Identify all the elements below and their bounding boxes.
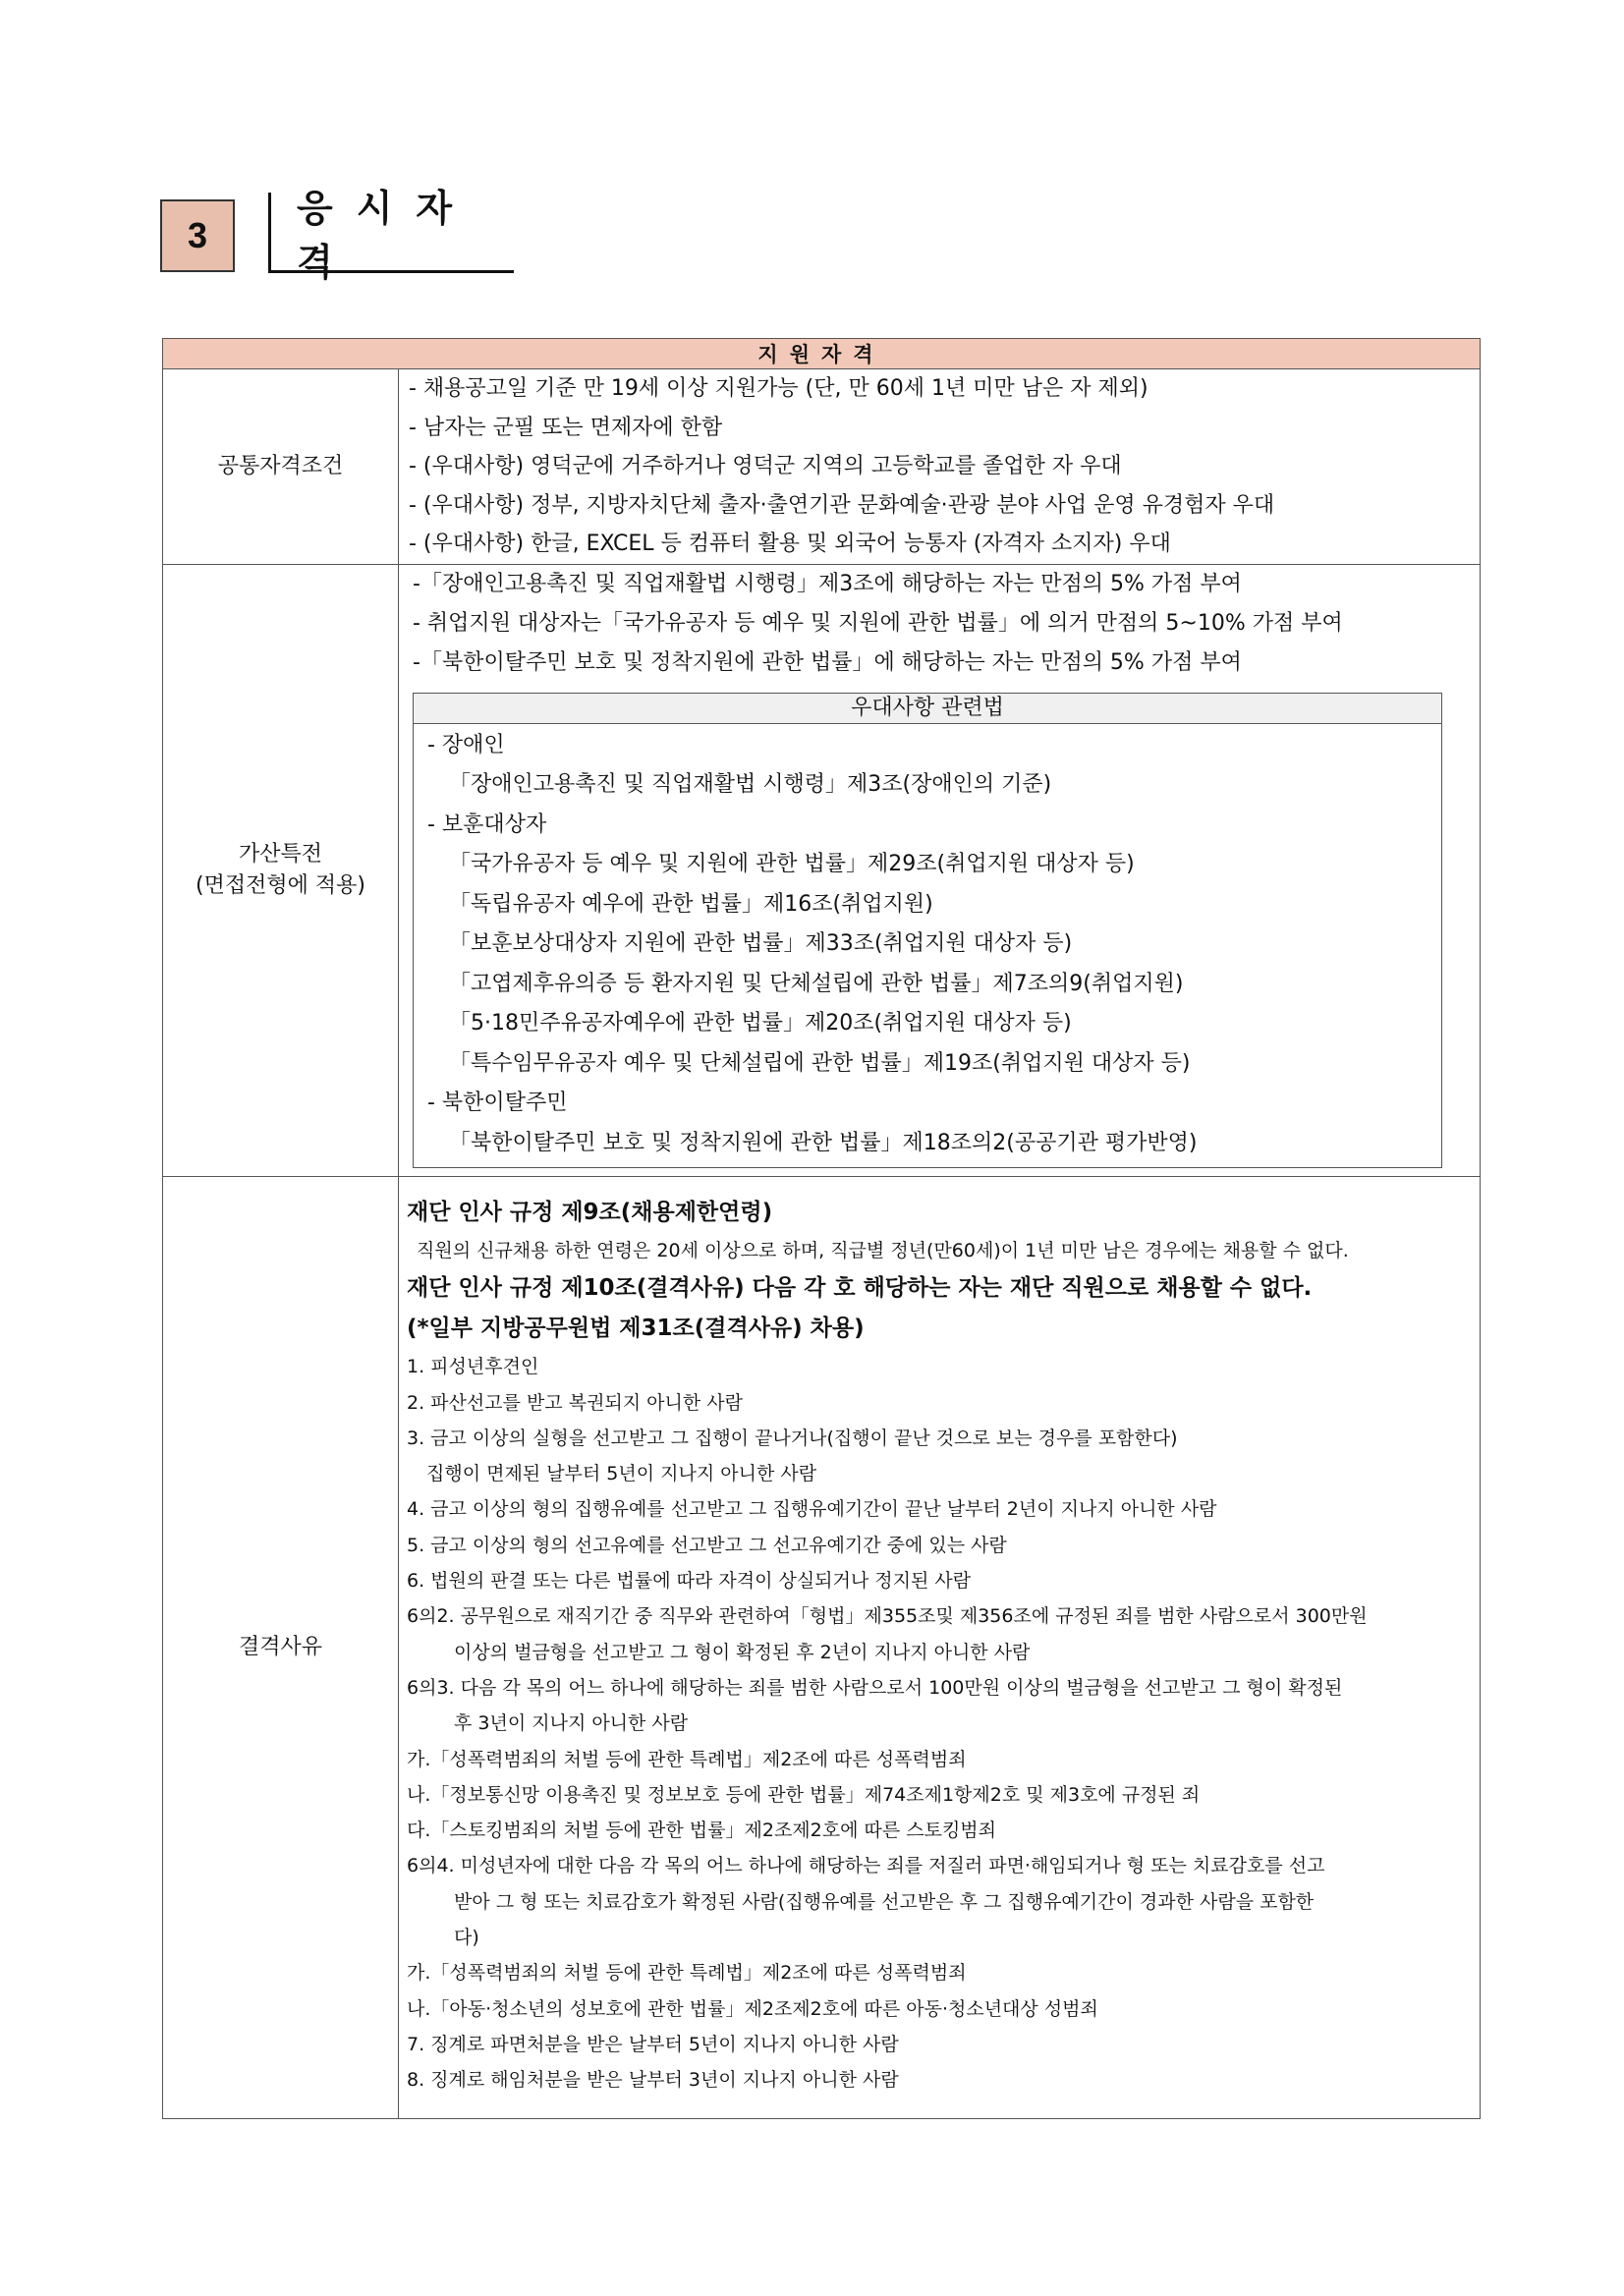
disq-line: 가.「성폭력범죄의 처벌 등에 관한 특례법」제2조에 따른 성폭력범죄 xyxy=(407,1962,967,1985)
disq-line: 집행이 면제된 날부터 5년이 지나지 아니한 사람 xyxy=(426,1463,817,1485)
law-line: - 북한이탈주민 xyxy=(427,1091,568,1115)
law-line: 「5·18민주유공자예우에 관한 법률」제20조(취업지원 대상자 등) xyxy=(449,1011,1072,1036)
law-line: 「독립유공자 예우에 관한 법률」제16조(취업지원) xyxy=(449,891,933,917)
disq-line: 5. 금고 이상의 형의 선고유예를 선고받고 그 선고유예기간 중에 있는 사람 xyxy=(407,1534,1007,1556)
disq-line: 6의3. 다음 각 목의 어느 하나에 해당하는 죄를 범한 사람으로서 100만원 이상의 벌금형을 선고받고 그 형이 확정된 xyxy=(407,1676,1343,1699)
disq-line: 나.「아동·청소년의 성보호에 관한 법률」제2조제2호에 따른 아동·청소년대상 성범죄 xyxy=(407,1997,1098,2020)
common-line: - (우대사항) 한글, EXCEL 등 컴퓨터 활용 및 외국어 능통자 (자격자 소지자) 우대 xyxy=(409,532,1171,556)
law-line: - 장애인 xyxy=(427,732,505,757)
disq-line: 8. 징계로 해임처분을 받은 날부터 3년이 지나지 아니한 사람 xyxy=(407,2069,899,2092)
disq-line: 7. 징계로 파면처분을 받은 날부터 5년이 지나지 아니한 사람 xyxy=(407,2033,899,2055)
table-header: 지원자격 xyxy=(163,339,1481,369)
law-line: 「장애인고용촉진 및 직업재활법 시행령」제3조(장애인의 기준) xyxy=(449,772,1052,797)
disq-line: 1. 피성년후견인 xyxy=(407,1356,539,1378)
preference-law-list xyxy=(414,723,1442,1168)
row-bonus xyxy=(163,564,1481,1177)
common-line: - 남자는 군필 또는 면제자에 한함 xyxy=(409,415,723,440)
bonus-label-sub: (면접전형에 적용) xyxy=(196,872,365,898)
common-content xyxy=(399,369,1481,565)
disq-line: 직원의 신규채용 하한 연령은 20세 이상으로 하며, 직급별 정년(만60세)이 1년 미만 남은 경우에는 채용할 수 없다. xyxy=(417,1240,1349,1261)
bonus-line: -「북한이탈주민 보호 및 정착지원에 관한 법률」에 해당하는 자는 만점의 5% 가점 부여 xyxy=(413,649,1242,675)
disq-line: 4. 금고 이상의 형의 집행유예를 선고받고 그 집행유예기간이 끝난 날부터 2년이 지나지 아니한 사람 xyxy=(407,1498,1217,1521)
disq-line: 6의4. 미성년자에 대한 다음 각 목의 어느 하나에 해당하는 죄를 저질러 파면·해임되거나 형 또는 치료감호를 선고 xyxy=(407,1855,1325,1877)
disq-line: 후 3년이 지나지 아니한 사람 xyxy=(454,1712,689,1735)
disq-line: 6의2. 공무원으로 재직기간 중 직무와 관련하여「형법」제355조및 제356조에 규정된 죄를 범한 사람으로서 300만원 xyxy=(407,1605,1368,1628)
law-line: 「고엽제후유의증 등 환자지원 및 단체설립에 관한 법률」제7조의9(취업지원) xyxy=(449,971,1184,996)
law-line: 「보훈보상대상자 지원에 관한 법률」제33조(취업지원 대상자 등) xyxy=(449,931,1073,956)
bonus-line: -「장애인고용촉진 및 직업재활법 시행령」제3조에 해당하는 자는 만점의 5% 가점 부여 xyxy=(413,571,1242,596)
disq-line: 2. 파산선고를 받고 복권되지 아니한 사람 xyxy=(407,1391,743,1414)
disq-line: 나.「정보통신망 이용촉진 및 정보보호 등에 관한 법률」제74조제1항제2호 및 제3호에 규정된 죄 xyxy=(407,1783,1201,1806)
disq-content xyxy=(399,1177,1481,2119)
row-disqualification xyxy=(163,1177,1481,2119)
section-title: 응시자격 xyxy=(268,193,514,273)
preference-law-title: 우대사항 관련법 xyxy=(414,693,1442,723)
common-line: - (우대사항) 영덕군에 거주하거나 영덕군 지역의 고등학교를 졸업한 자 우대 xyxy=(409,454,1122,478)
preference-law-box xyxy=(413,693,1442,1169)
disq-line: 가.「성폭력범죄의 처벌 등에 관한 특례법」제2조에 따른 성폭력범죄 xyxy=(407,1748,967,1770)
disq-label: 결격사유 xyxy=(163,1177,399,2119)
common-label: 공통자격조건 xyxy=(163,369,399,565)
disq-line: (*일부 지방공무원법 제31조(결격사유) 차용) xyxy=(407,1316,865,1342)
qualification-table xyxy=(162,338,1481,2119)
common-line: - (우대사항) 정부, 지방자치단체 출자·출연기관 문화예술·관광 분야 사업 운영 유경험자 우대 xyxy=(409,492,1275,518)
bonus-label xyxy=(163,564,399,1177)
disq-line: 다) xyxy=(454,1927,479,1949)
disq-line: 다.「스토킹범죄의 처벌 등에 관한 법률」제2조제2호에 따른 스토킹범죄 xyxy=(407,1820,997,1842)
bonus-content xyxy=(399,564,1481,1177)
row-common xyxy=(163,369,1481,565)
bonus-line: - 취업지원 대상자는「국가유공자 등 예우 및 지원에 관한 법률」에 의거 만점의 5~10% 가점 부여 xyxy=(413,610,1343,636)
section-number: 3 xyxy=(160,199,235,272)
disq-line: 받아 그 형 또는 치료감호가 확정된 사람(집행유예를 선고받은 후 그 집행유예기간이 경과한 사람을 포함한 xyxy=(454,1890,1315,1913)
disq-line: 재단 인사 규정 제10조(결격사유) 다음 각 호 해당하는 자는 재단 직원으로 채용할 수 없다. xyxy=(407,1275,1313,1302)
bonus-label-title: 가산특전 xyxy=(238,841,322,867)
bonus-lines xyxy=(413,565,1462,683)
law-line: 「특수임무유공자 예우 및 단체설립에 관한 법률」제19조(취업지원 대상자 등) xyxy=(449,1050,1191,1076)
common-line: - 채용공고일 기준 만 19세 이상 지원가능 (단, 만 60세 1년 미만 남은 자 제외) xyxy=(409,376,1148,401)
disq-line: 재단 인사 규정 제9조(채용제한연령) xyxy=(407,1200,773,1225)
disq-line: 6. 법원의 판결 또는 다른 법률에 따라 자격이 상실되거나 정지된 사람 xyxy=(407,1570,972,1593)
law-line: 「국가유공자 등 예우 및 지원에 관한 법률」제29조(취업지원 대상자 등) xyxy=(449,852,1135,876)
law-line: 「북한이탈주민 보호 및 정착지원에 관한 법률」제18조의2(공공기관 평가반영) xyxy=(449,1130,1198,1155)
disq-line: 이상의 벌금형을 선고받고 그 형이 확정된 후 2년이 지나지 아니한 사람 xyxy=(454,1641,1031,1663)
disq-line: 3. 금고 이상의 실형을 선고받고 그 집행이 끝나거나(집행이 끝난 것으로 보는 경우를 포함한다) xyxy=(407,1427,1178,1449)
law-line: - 보훈대상자 xyxy=(427,812,547,837)
